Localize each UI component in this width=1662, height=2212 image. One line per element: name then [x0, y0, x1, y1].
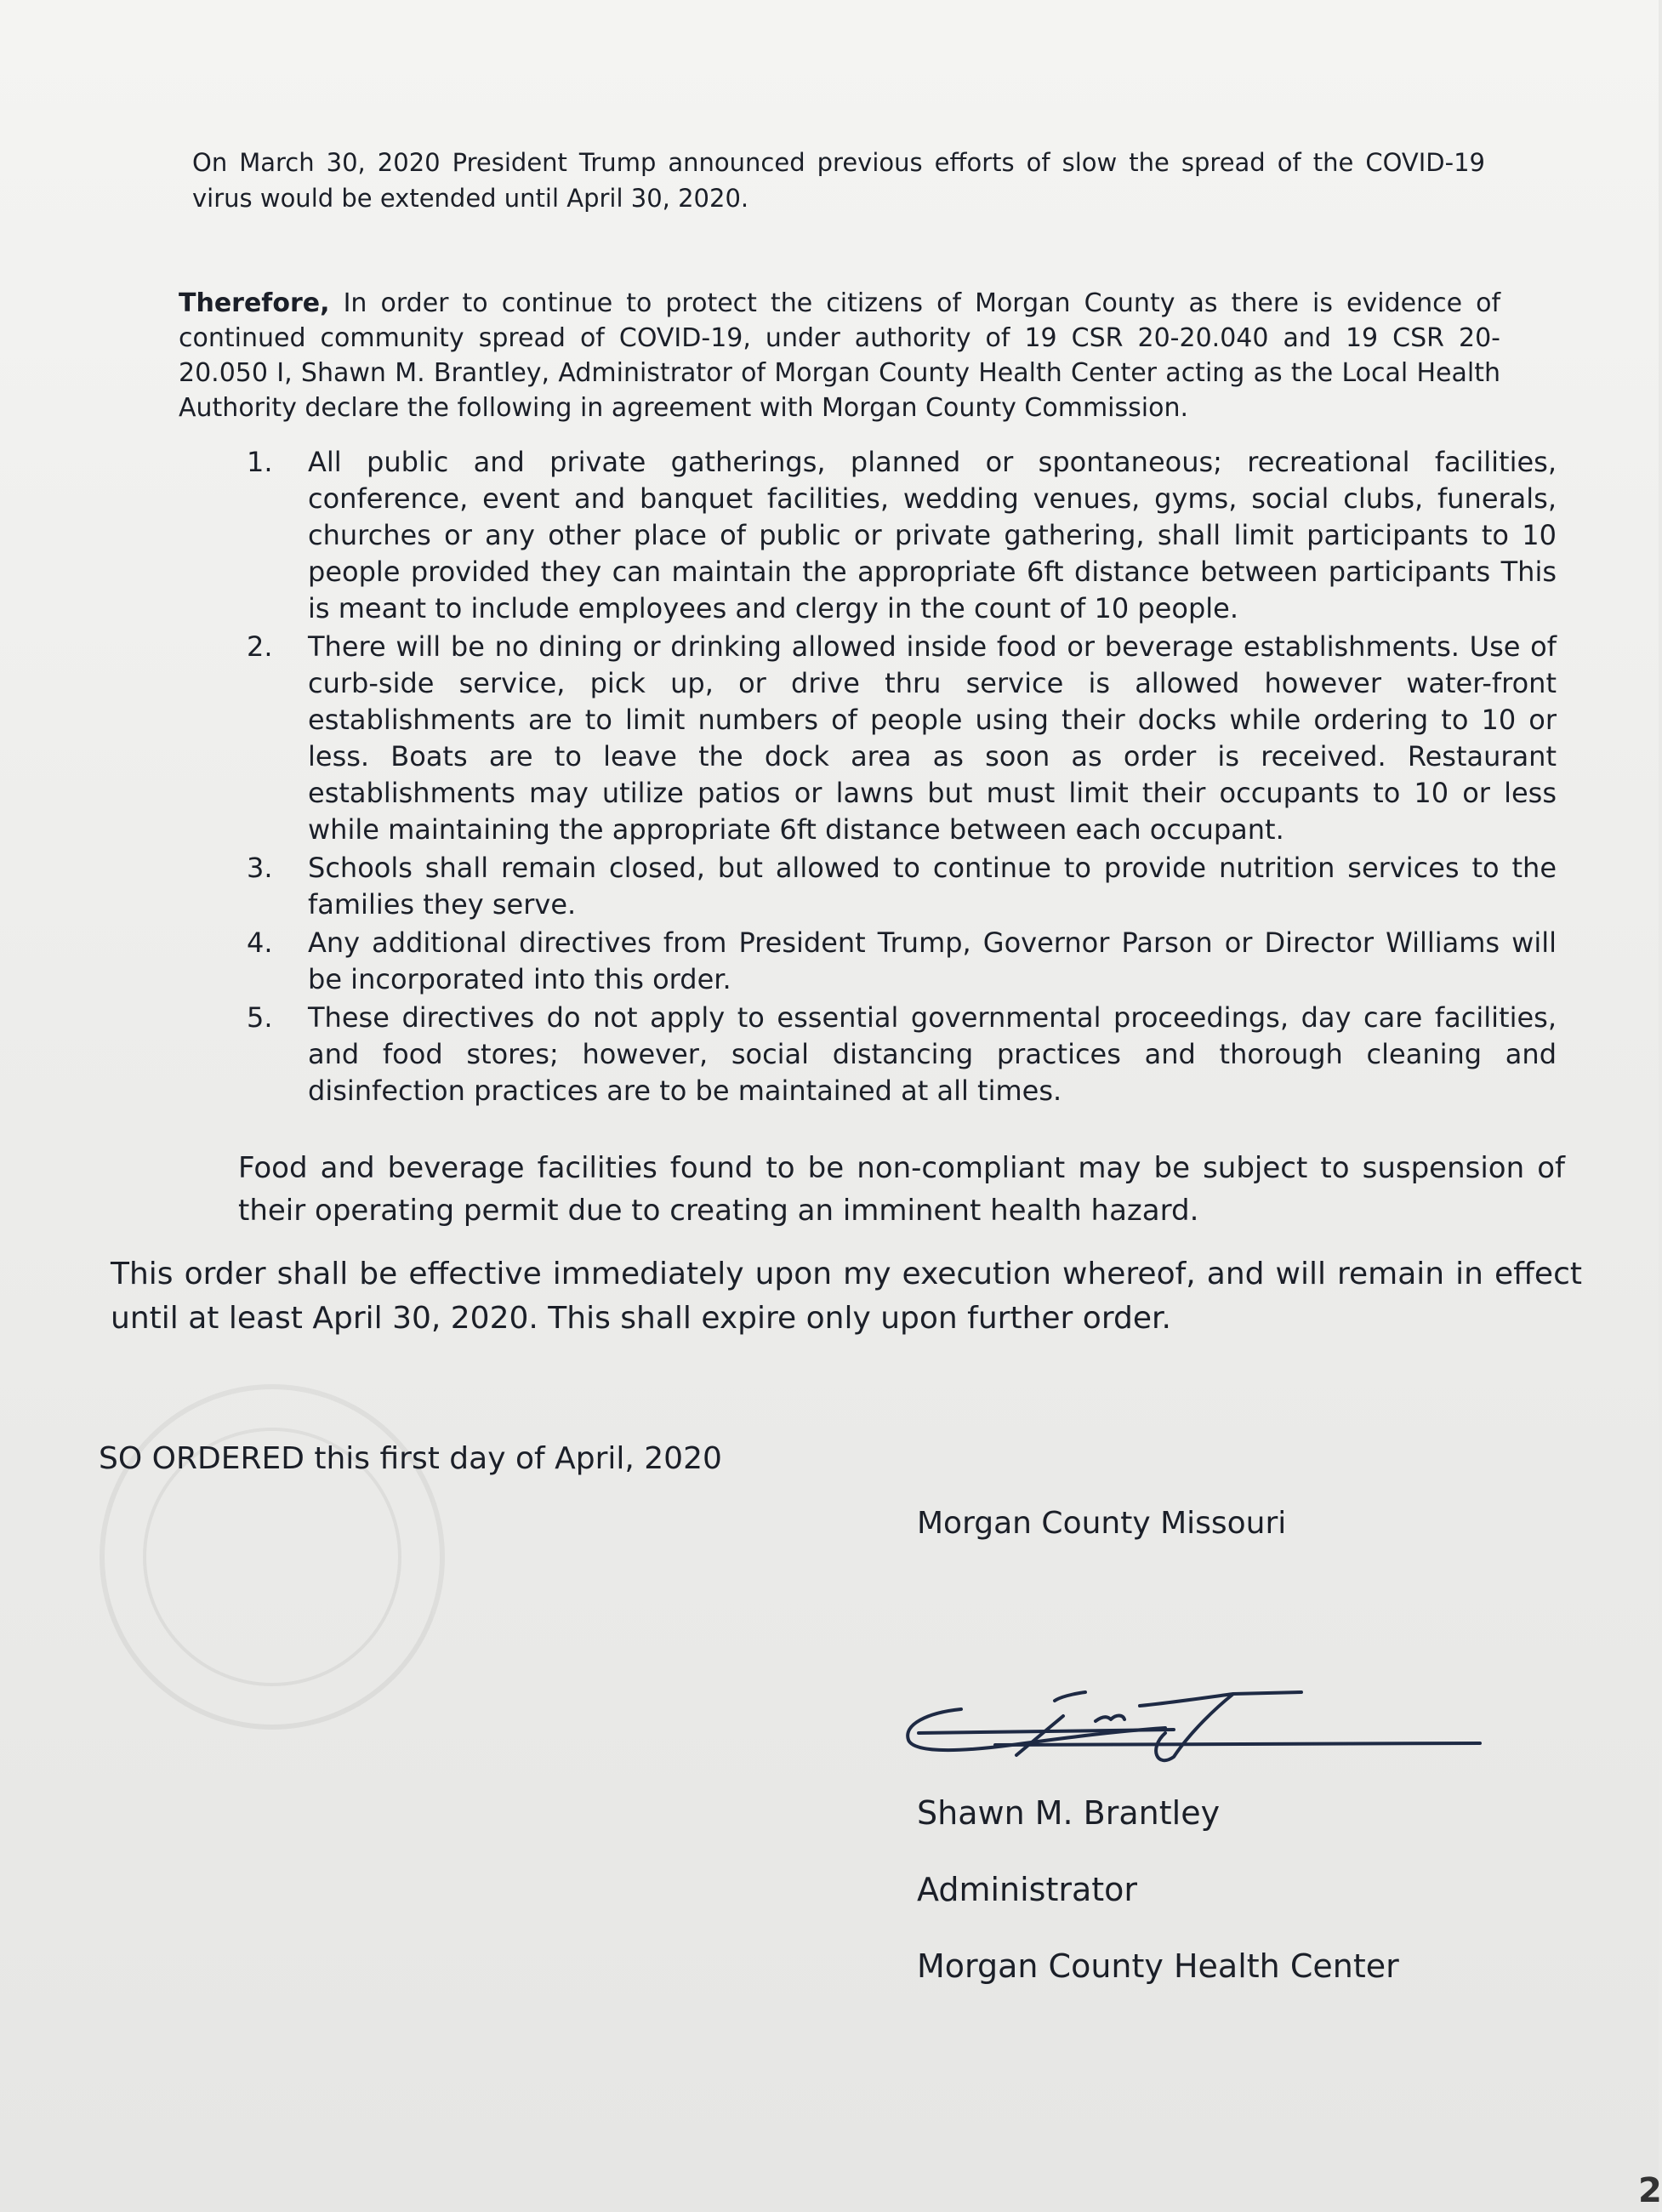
- signer-organization: Morgan County Health Center: [917, 1947, 1399, 1985]
- directive-number: 1.: [247, 446, 273, 478]
- handwritten-signature: [893, 1680, 1488, 1774]
- directive-number: 3.: [247, 852, 273, 884]
- page-number: 2: [1638, 2171, 1662, 2210]
- county-seal-watermark: [85, 1370, 459, 1744]
- signer-title: Administrator: [917, 1871, 1138, 1908]
- directive-text: All public and private gatherings, planned or spontaneous; recreational facilities, conference, event and banquet facilities, wedding venues, gyms, social clubs, funerals, churches or any other place of public or private gathering, shall limit participants to 10 people provided they can maintain the appropriate 6ft distance between participants This is meant to include employees and clergy in the count of 10 people.: [308, 446, 1557, 624]
- directive-item-5: [247, 1000, 1557, 1109]
- therefore-lead: Therefore,: [179, 288, 330, 318]
- directive-item-1: [247, 444, 1557, 627]
- directive-number: 5.: [247, 1001, 273, 1034]
- directive-list: [247, 444, 1557, 1111]
- effective-paragraph: This order shall be effective immediately upon my execution whereof, and will remain in effect until at least April 30, 2020. This shall expire only upon further order.: [111, 1257, 1582, 1336]
- signer-name: Shawn M. Brantley: [917, 1794, 1221, 1832]
- directive-text: Any additional directives from President Trump, Governor Parson or Director Williams will be incorporated into this order.: [308, 926, 1557, 995]
- directive-item-4: [247, 925, 1557, 998]
- intro-paragraph: On March 30, 2020 President Trump announced previous efforts of slow the spread of the COVID-19 virus would be extended until April 30, 2020.: [192, 148, 1485, 213]
- directive-number: 4.: [247, 926, 273, 959]
- directive-item-2: [247, 629, 1557, 848]
- so-ordered-line: SO ORDERED this first day of April, 2020: [99, 1441, 722, 1476]
- county-name: Morgan County Missouri: [917, 1506, 1287, 1541]
- directive-text: Schools shall remain closed, but allowed to continue to provide nutrition services to the families they serve.: [308, 852, 1557, 921]
- therefore-paragraph: [179, 286, 1500, 425]
- directive-text: There will be no dining or drinking allowed inside food or beverage establishments. Use of curb-side service, pick up, or drive thru service is allowed however water-front establishments are to limit numbers of people using their docks while ordering to 10 or less. Boats are to leave the dock area as soon as order is received. Restaurant establishments may utilize patios or lawns but must limit their occupants to 10 or less while maintaining the appropriate 6ft distance between each occupant.: [308, 630, 1557, 846]
- directive-number: 2.: [247, 630, 273, 663]
- directive-text: These directives do not apply to essential governmental proceedings, day care facilities, and food stores; however, social distancing practices and thorough cleaning and disinfection practices are to be maintained at all times.: [308, 1001, 1557, 1107]
- noncompliance-paragraph: Food and beverage facilities found to be non-compliant may be subject to suspension of their operating permit due to creating an imminent health hazard.: [238, 1151, 1565, 1228]
- therefore-body: In order to continue to protect the citizens of Morgan County as there is evidence of continued community spread of COVID-19, under authority of 19 CSR 20-20.040 and 19 CSR 20-20.050 I, Shawn M. Brantley, Administrator of Morgan County Health Center acting as the Local Health Authority declare the following in agreement with Morgan County Commission.: [179, 288, 1500, 423]
- directive-item-3: [247, 850, 1557, 923]
